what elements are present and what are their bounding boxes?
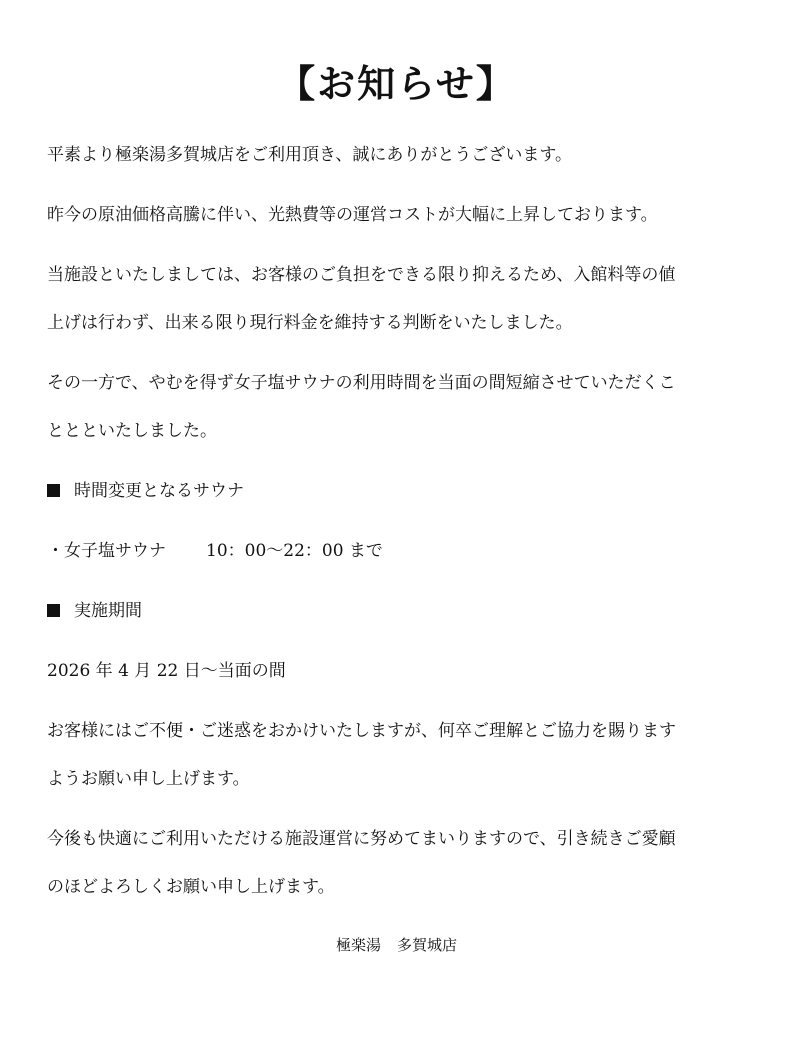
apology-paragraph-line-2: ようお願い申し上げます。 (47, 769, 250, 789)
footer-store: 多賀城店 (397, 936, 458, 954)
time-change-heading-text: 時間変更となるサウナ (74, 481, 244, 501)
black-square-icon (47, 604, 60, 617)
sauna-hours-row (47, 539, 383, 563)
greeting-paragraph: 平素より極楽湯多賀城店をご利用頂き、誠にありがとうございます。 (47, 145, 572, 165)
notice-title: 【お知らせ】 (277, 62, 516, 106)
sauna-name: ・女子塩サウナ (47, 541, 166, 561)
shortening-paragraph-line-2: ととといたしました。 (47, 421, 217, 441)
period-heading (47, 599, 142, 623)
footer-signature (0, 934, 793, 956)
sauna-hours: 10：00～22：00 まで (206, 541, 383, 561)
closing-paragraph-line-1: 今後も快適にご利用いただける施設運営に努めてまいりますので、引き続きご愛顧 (47, 829, 676, 849)
footer-brand: 極楽湯 (335, 936, 381, 954)
apology-paragraph-line-1: お客様にはご不便・ご迷惑をおかけいたしますが、何卒ご理解とご協力を賜ります (47, 721, 676, 741)
policy-paragraph-line-1: 当施設といたしましては、お客様のご負担をできる限り抑えるため、入館料等の値 (47, 265, 676, 285)
shortening-paragraph-line-1: その一方で、やむを得ず女子塩サウナの利用時間を当面の間短縮させていただくこ (47, 373, 676, 393)
closing-paragraph-line-2: のほどよろしくお願い申し上げます。 (47, 877, 335, 897)
period-heading-text: 実施期間 (74, 601, 142, 621)
time-change-heading (47, 479, 244, 503)
black-square-icon (47, 484, 60, 497)
cost-increase-paragraph: 昨今の原油価格高騰に伴い、光熱費等の運営コストが大幅に上昇しております。 (47, 205, 658, 225)
policy-paragraph-line-2: 上げは行わず、出来る限り現行料金を維持する判断をいたしました。 (47, 313, 573, 333)
period-value: 2026 年 4 月 22 日～当面の間 (47, 661, 286, 681)
